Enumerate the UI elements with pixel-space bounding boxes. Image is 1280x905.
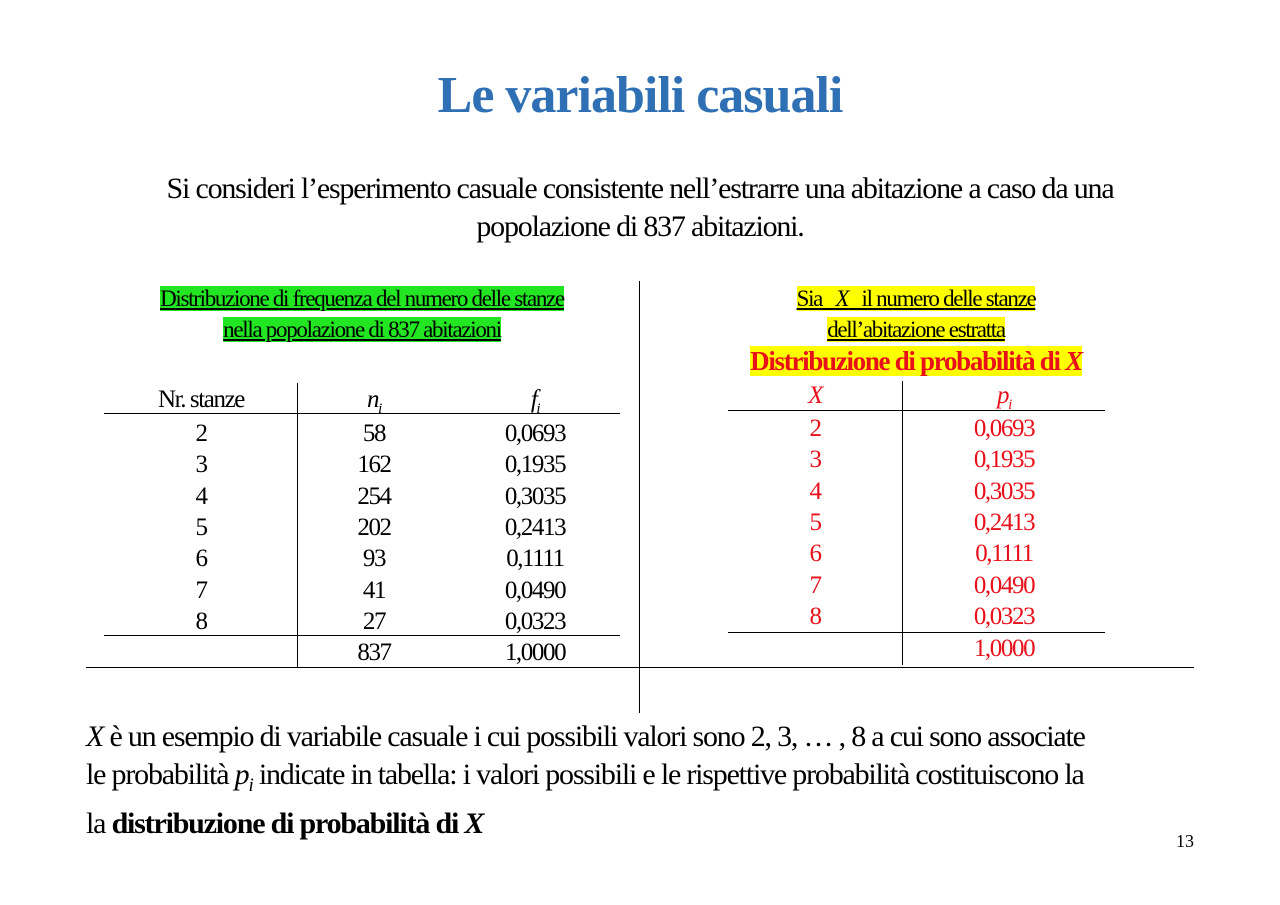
frequency-cell-x: 5 — [195, 513, 207, 541]
frequency-cell-x: 4 — [195, 482, 207, 510]
frequency-caption-line-2: nella popolazione di 837 abitazioni — [223, 317, 501, 342]
frequency-caption-line-1: Distribuzione di frequenza del numero delle stanze — [160, 286, 564, 311]
total-pi: 1,0000 — [973, 635, 1035, 662]
page-number: 13 — [1176, 831, 1194, 851]
header-ni: $n_i$ — [367, 386, 381, 417]
frequency-cell-f: 0,0693 — [504, 420, 566, 447]
frequency-cell-n: 202 — [357, 513, 391, 541]
intro-line-2: popolazione di 837 abitazioni. — [476, 210, 804, 243]
header-pi: $p_i$ — [997, 382, 1011, 413]
caption-sia: Sia — [796, 286, 823, 311]
total-ni: 837 — [357, 639, 391, 666]
probability-cell-x: 2 — [809, 415, 821, 442]
probability-heading-x: X — [1065, 346, 1082, 376]
frequency-cell-x: 8 — [195, 607, 207, 635]
caption-x: X — [835, 286, 849, 311]
frequency-cell-f: 0,0490 — [504, 576, 566, 604]
frequency-cell-x: 2 — [195, 420, 207, 447]
header-fi: $f_i$ — [530, 386, 540, 417]
probability-cell-p: 0,1111 — [975, 540, 1033, 568]
probability-cell-p: 0,0693 — [973, 415, 1035, 442]
intro-line-1: Si consideri l’esperimento casuale consistente nell’estrarre una abitazione a caso da una — [166, 172, 1114, 205]
header-x: X — [808, 382, 822, 409]
probability-caption — [728, 283, 1104, 345]
probability-cell-p: 0,0323 — [973, 602, 1035, 630]
frequency-cell-n: 58 — [362, 420, 386, 447]
explanation-paragraph: X è un esempio di variabile casuale i cui possibili valori sono 2, 3, … , 8 a cui sono associate le probabilità $p_i$ indicate in tabella: i valori possibili e le rispettive probabilità costituiscono la la distribuzione di probabilità di X — [86, 720, 1085, 840]
frequency-caption — [104, 283, 620, 345]
para-x: X — [86, 720, 104, 753]
frequency-cell-n: 27 — [362, 607, 386, 635]
probability-cell-p: 0,0490 — [973, 571, 1035, 599]
intro-text — [100, 170, 1180, 246]
frequency-cell-n: 162 — [357, 451, 391, 479]
probability-heading-text: Distribuzione di probabilità di — [750, 346, 1066, 376]
probability-cell-p: 0,1935 — [973, 446, 1035, 474]
frequency-cell-f: 0,3035 — [504, 482, 566, 510]
probability-cell-x: 5 — [809, 508, 821, 536]
frequency-cell-f: 0,1111 — [506, 545, 564, 573]
probability-cell-x: 3 — [809, 446, 821, 474]
probability-cell-p: 0,3035 — [973, 477, 1035, 505]
probability-cell-x: 8 — [809, 602, 821, 630]
probability-cell-p: 0,2413 — [973, 508, 1035, 536]
total-fi: 1,0000 — [504, 639, 566, 666]
header-nr-stanze: Nr. stanze — [158, 386, 244, 413]
probability-cell-x: 6 — [809, 540, 821, 568]
bottom-rule — [86, 667, 1194, 668]
caption-rest: il numero delle stanze — [861, 286, 1036, 311]
probability-cell-x: 7 — [809, 571, 821, 599]
probability-caption-line-2: dell’abitazione estratta — [827, 317, 1005, 342]
frequency-cell-n: 41 — [362, 576, 386, 604]
probability-heading — [704, 346, 1128, 377]
frequency-cell-f: 0,1935 — [504, 451, 566, 479]
column-divider — [639, 281, 640, 713]
frequency-cell-f: 0,2413 — [504, 513, 566, 541]
frequency-cell-n: 254 — [357, 482, 391, 510]
frequency-cell-x: 3 — [195, 451, 207, 479]
frequency-cell-x: 7 — [195, 576, 207, 604]
page-title: Le variabili casuali — [437, 67, 843, 124]
frequency-cell-n: 93 — [362, 545, 386, 573]
probability-cell-x: 4 — [809, 477, 821, 505]
frequency-cell-x: 6 — [195, 545, 207, 573]
frequency-cell-f: 0,0323 — [504, 607, 566, 635]
